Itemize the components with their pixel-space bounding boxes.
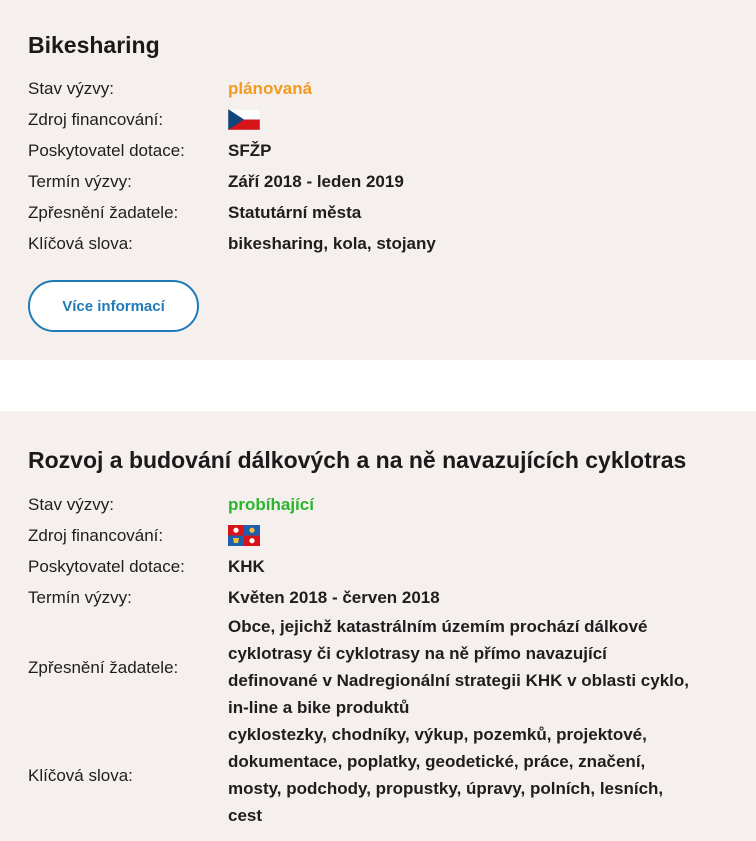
grant-title: Rozvoj a budování dálkových a na ně navazujících cyklotras <box>28 447 687 473</box>
detail-label: Zpřesnění žadatele: <box>28 203 179 222</box>
status-badge: plánovaná <box>228 79 313 98</box>
grant-card-bikesharing <box>0 0 756 360</box>
detail-row-deadline <box>28 582 728 613</box>
detail-row-funding-source <box>28 104 728 135</box>
hradec-kralove-region-coat-of-arms-icon <box>228 525 260 546</box>
grant-title: Bikesharing <box>28 32 160 58</box>
detail-row-status <box>28 489 728 520</box>
detail-label: Zdroj financování: <box>28 110 164 129</box>
detail-row-applicant <box>28 613 728 721</box>
detail-label: Termín výzvy: <box>28 588 132 607</box>
detail-value: Září 2018 - leden 2019 <box>228 172 404 191</box>
czech-flag-icon <box>228 109 260 130</box>
detail-label: Stav výzvy: <box>28 495 114 514</box>
grant-details <box>28 73 728 259</box>
detail-row-provider <box>28 135 728 166</box>
more-info-button[interactable]: Více informací <box>28 280 199 332</box>
detail-row-deadline <box>28 166 728 197</box>
detail-value: bikesharing, kola, stojany <box>228 234 436 253</box>
detail-label: Stav výzvy: <box>28 79 114 98</box>
detail-row-status <box>28 73 728 104</box>
grant-card-cycle-routes <box>0 411 756 841</box>
detail-label: Klíčová slova: <box>28 234 133 253</box>
detail-value: Obce, jejichž katastrálním územím prochází dálkové cyklotrasy či cyklotrasy na ně přímo navazující definované v Nadregionální strategii KHK v oblasti cyklo, in-line a bike produktů <box>228 617 690 717</box>
detail-label: Poskytovatel dotace: <box>28 141 185 160</box>
detail-value <box>228 525 698 546</box>
detail-value: Květen 2018 - červen 2018 <box>228 588 440 607</box>
detail-row-funding-source <box>28 520 728 551</box>
detail-label: Termín výzvy: <box>28 172 132 191</box>
detail-value <box>228 109 698 130</box>
detail-row-keywords <box>28 721 728 829</box>
detail-value: SFŽP <box>228 141 272 160</box>
status-badge: probíhající <box>228 495 314 514</box>
detail-row-keywords <box>28 228 728 259</box>
detail-value: KHK <box>228 557 265 576</box>
detail-value: Statutární města <box>228 203 362 222</box>
detail-label: Zdroj financování: <box>28 526 164 545</box>
detail-row-provider <box>28 551 728 582</box>
detail-row-applicant <box>28 197 728 228</box>
card-separator <box>0 360 756 411</box>
grant-details <box>28 489 728 829</box>
detail-label: Zpřesnění žadatele: <box>28 657 179 677</box>
detail-value: cyklostezky, chodníky, výkup, pozemků, projektové, dokumentace, poplatky, geodetické, práce, značení, mosty, podchody, propustky, úpravy, polních, lesních, cest <box>228 725 664 825</box>
detail-label: Poskytovatel dotace: <box>28 557 185 576</box>
detail-label: Klíčová slova: <box>28 765 133 785</box>
